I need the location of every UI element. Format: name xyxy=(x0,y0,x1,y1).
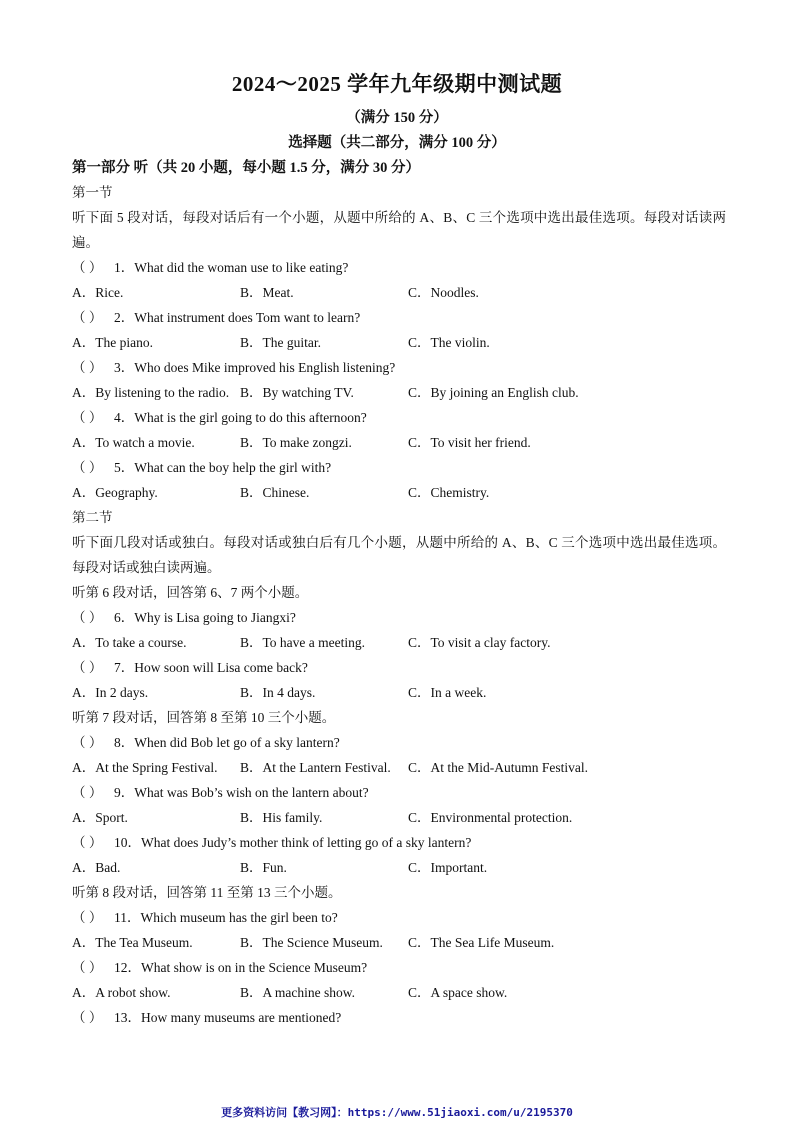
question-12 xyxy=(72,955,726,980)
options-5 xyxy=(72,480,726,505)
option-a[interactable]: A．To take a course. xyxy=(72,635,187,650)
options-3 xyxy=(72,380,726,405)
option-a[interactable]: A．At the Spring Festival. xyxy=(72,760,218,775)
question-11 xyxy=(72,905,726,930)
answer-blank[interactable]: （ ） xyxy=(72,410,103,425)
option-b[interactable]: B．His family. xyxy=(240,810,323,825)
option-b[interactable]: B．The Science Museum. xyxy=(240,935,383,950)
section-title: 选择题（共二部分，满分 100 分） xyxy=(288,135,506,151)
option-b[interactable]: B．A machine show. xyxy=(240,985,355,1000)
question-text: 12．What show is on in the Science Museum? xyxy=(114,960,368,975)
question-text: 4．What is the girl going to do this afternoon? xyxy=(114,410,367,425)
section2-label: 第二节 xyxy=(72,510,113,525)
option-c[interactable]: C．To visit a clay factory. xyxy=(408,635,551,650)
option-c[interactable]: C．At the Mid-Autumn Festival. xyxy=(408,760,588,775)
question-text: 13．How many museums are mentioned? xyxy=(114,1010,342,1025)
option-a[interactable]: A．By listening to the radio. xyxy=(72,385,230,400)
part1-heading: 第一部分 听（共 20 小题，每小题 1.5 分，满分 30 分） xyxy=(72,160,420,176)
question-9 xyxy=(72,780,726,805)
option-c[interactable]: C．To visit her friend. xyxy=(408,435,531,450)
option-b[interactable]: B．Meat. xyxy=(240,285,294,300)
question-5 xyxy=(72,455,726,480)
dialog-6-instruction: 听第 6 段对话，回答第 6、7 两个小题。 xyxy=(72,585,309,600)
question-6 xyxy=(72,605,726,630)
answer-blank[interactable]: （ ） xyxy=(72,910,103,925)
dialog-7-instruction: 听第 7 段对话，回答第 8 至第 10 三个小题。 xyxy=(72,710,336,725)
question-text: 3．Who does Mike improved his English listening? xyxy=(114,360,396,375)
option-a[interactable]: A．Rice. xyxy=(72,285,124,300)
question-4 xyxy=(72,405,726,430)
exam-content xyxy=(72,180,726,1030)
option-a[interactable]: A．The piano. xyxy=(72,335,153,350)
options-2 xyxy=(72,330,726,355)
answer-blank[interactable]: （ ） xyxy=(72,660,103,675)
option-a[interactable]: A．A robot show. xyxy=(72,985,171,1000)
dialog-8-instruction: 听第 8 段对话，回答第 11 至第 13 三个小题。 xyxy=(72,885,342,900)
options-10 xyxy=(72,855,726,880)
answer-blank[interactable]: （ ） xyxy=(72,835,103,850)
question-7 xyxy=(72,655,726,680)
option-a[interactable]: A．Sport. xyxy=(72,810,128,825)
option-a[interactable]: A．In 2 days. xyxy=(72,685,149,700)
answer-blank[interactable]: （ ） xyxy=(72,610,103,625)
option-c[interactable]: C．In a week. xyxy=(408,685,487,700)
answer-blank[interactable]: （ ） xyxy=(72,260,103,275)
option-b[interactable]: B．To make zongzi. xyxy=(240,435,352,450)
section1-label: 第一节 xyxy=(72,185,113,200)
footer-link[interactable]: 更多资料访问【教习网】：https://www.51jiaoxi.com/u/2195370 xyxy=(221,1106,573,1119)
question-2 xyxy=(72,305,726,330)
options-4 xyxy=(72,430,726,455)
option-a[interactable]: A．To watch a movie. xyxy=(72,435,195,450)
exam-title: 2024～2025 学年九年级期中测试题 xyxy=(231,72,563,96)
option-c[interactable]: C．Chemistry. xyxy=(408,485,490,500)
option-c[interactable]: C．Noodles. xyxy=(408,285,479,300)
answer-blank[interactable]: （ ） xyxy=(72,785,103,800)
option-b[interactable]: B．By watching TV. xyxy=(240,385,354,400)
option-c[interactable]: C．Important. xyxy=(408,860,488,875)
section1-instructions: 听下面 5 段对话，每段对话后有一个小题，从题中所给的 A、B、C 三个选项中选出最佳选项。每段对话读两遍。 xyxy=(72,210,726,250)
option-a[interactable]: A．Geography. xyxy=(72,485,158,500)
answer-blank[interactable]: （ ） xyxy=(72,735,103,750)
question-text: 2．What instrument does Tom want to learn? xyxy=(114,310,361,325)
option-c[interactable]: C．The Sea Life Museum. xyxy=(408,935,555,950)
option-b[interactable]: B．To have a meeting. xyxy=(240,635,366,650)
question-1 xyxy=(72,255,726,280)
answer-blank[interactable]: （ ） xyxy=(72,960,103,975)
options-12 xyxy=(72,980,726,1005)
options-7 xyxy=(72,680,726,705)
question-13 xyxy=(72,1005,726,1030)
option-b[interactable]: B．The guitar. xyxy=(240,335,321,350)
answer-blank[interactable]: （ ） xyxy=(72,460,103,475)
answer-blank[interactable]: （ ） xyxy=(72,310,103,325)
option-c[interactable]: C．Environmental protection. xyxy=(408,810,573,825)
options-6 xyxy=(72,630,726,655)
answer-blank[interactable]: （ ） xyxy=(72,1010,103,1025)
question-text: 7．How soon will Lisa come back? xyxy=(114,660,308,675)
question-3 xyxy=(72,355,726,380)
question-text: 9．What was Bob’s wish on the lantern about? xyxy=(114,785,369,800)
section2-instructions: 听下面几段对话或独白。每段对话或独白后有几个小题，从题中所给的 A、B、C 三个选项中选出最佳选项。每段对话或独白读两遍。 xyxy=(72,535,726,575)
options-8 xyxy=(72,755,726,780)
question-10 xyxy=(72,830,726,855)
question-text: 6．Why is Lisa going to Jiangxi? xyxy=(114,610,296,625)
question-text: 10．What does Judy’s mother think of letting go of a sky lantern? xyxy=(114,835,472,850)
option-c[interactable]: C．The violin. xyxy=(408,335,490,350)
question-text: 5．What can the boy help the girl with? xyxy=(114,460,332,475)
option-a[interactable]: A．Bad. xyxy=(72,860,121,875)
option-b[interactable]: B．Fun. xyxy=(240,860,287,875)
question-text: 11．Which museum has the girl been to? xyxy=(114,910,338,925)
option-a[interactable]: A．The Tea Museum. xyxy=(72,935,193,950)
option-b[interactable]: B．Chinese. xyxy=(240,485,310,500)
full-score: （满分 150 分） xyxy=(346,110,448,126)
option-c[interactable]: C．A space show. xyxy=(408,985,508,1000)
question-text: 8．When did Bob let go of a sky lantern? xyxy=(114,735,340,750)
options-11 xyxy=(72,930,726,955)
question-8 xyxy=(72,730,726,755)
option-b[interactable]: B．At the Lantern Festival. xyxy=(240,760,391,775)
option-b[interactable]: B．In 4 days. xyxy=(240,685,316,700)
question-text: 1．What did the woman use to like eating? xyxy=(114,260,349,275)
options-9 xyxy=(72,805,726,830)
options-1 xyxy=(72,280,726,305)
answer-blank[interactable]: （ ） xyxy=(72,360,103,375)
option-c[interactable]: C．By joining an English club. xyxy=(408,385,579,400)
